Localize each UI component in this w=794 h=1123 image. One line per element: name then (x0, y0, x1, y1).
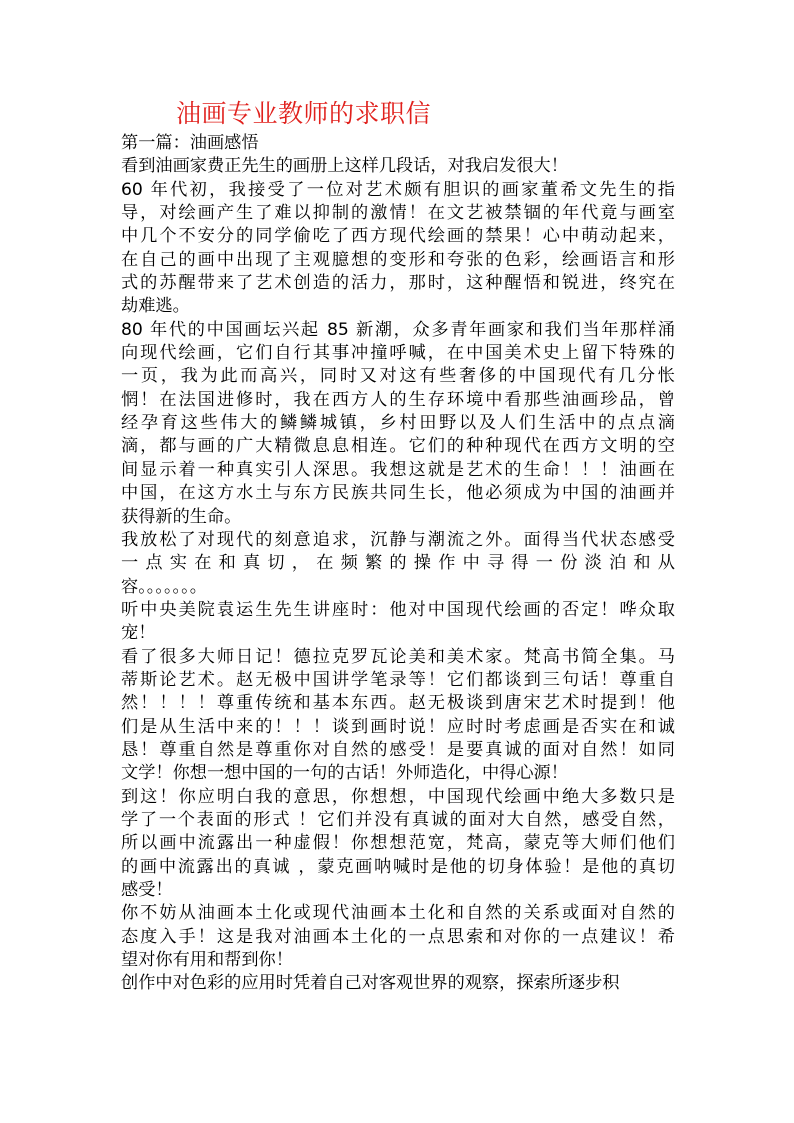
paragraph-line: 们是从生活中来的！！！谈到画时说！应时时考虑画是否实在和诚 (121, 716, 675, 737)
document-title: 油画专业教师的求职信 (176, 99, 432, 128)
paragraph-line: 我放松了对现代的刻意追求，沉静与潮流之外。面得当代状态感受 (121, 529, 675, 550)
paragraph-line: 看到油画家费正先生的画册上这样几段话，对我启发很大！ (121, 156, 568, 177)
paragraph-line: 经孕育这些伟大的鳞鳞城镇，乡村田野以及人们生活中的点点滴 (121, 413, 675, 434)
paragraph-line: 惘！在法国进修时，我在西方人的生存环境中看那些油画珍品，曾 (121, 389, 675, 410)
paragraph-line: 学了一个表面的形式 ！它们并没有真诚的面对大自然，感受自然， (121, 809, 675, 830)
paragraph-line: 你不妨从油画本土化或现代油画本土化和自然的关系或面对自然的 (121, 903, 675, 924)
paragraph-line: 态度入手！这是我对油画本土化的一点思索和对你的一点建议！希 (121, 926, 675, 947)
paragraph-line: 望对你有用和帮到你！ (121, 950, 293, 971)
paragraph-line: 看了很多大师日记！德拉克罗瓦论美和美术家。梵高书简全集。马 (121, 646, 675, 667)
paragraph-line: 劫难逃。 (121, 296, 190, 317)
paragraph (121, 155, 675, 178)
paragraph-line: 80 年代的中国画坛兴起 85 新潮，众多青年画家和我们当年那样涌 (121, 319, 675, 340)
paragraph (121, 179, 675, 319)
paragraph-line: 然！！！！尊重传统和基本东西。赵无极谈到唐宋艺术时提到！他 (121, 693, 675, 714)
paragraph-line: 容。。。。。。。 (121, 576, 207, 597)
paragraph-line: 滴，都与画的广大精微息息相连。它们的种种现代在西方文明的空 (121, 436, 675, 457)
paragraph-line: 感受！ (121, 880, 173, 900)
paragraph-line: 导，对绘画产生了难以抑制的激情！在文艺被禁锢的年代竟与画室 (121, 203, 675, 224)
paragraph-line: 60 年代初，我接受了一位对艺术颇有胆识的画家董希文先生的指 (121, 179, 675, 200)
paragraph (121, 529, 675, 599)
paragraph-line: 的画中流露出的真诚 ，蒙克画呐喊时是他的切身体验！是他的真切 (121, 856, 675, 877)
paragraph-line: 间显示着一种真实引人深思。我想这就是艺术的生命！！！油画在 (121, 459, 675, 480)
paragraph-line: 一点实在和真切，在频繁的操作中寻得一份淡泊和从 (121, 553, 675, 574)
paragraph-line: 向现代绘画，它们自行其事冲撞呼喊，在中国美术史上留下特殊的 (121, 343, 675, 364)
paragraph-line: 到这！你应明白我的意思，你想想，中国现代绘画中绝大多数只是 (121, 786, 675, 807)
paragraph-line: 宠！ (121, 623, 156, 644)
paragraph-line: 蒂斯论艺术。赵无极中国讲学笔录等！它们都谈到三句话！尊重自 (121, 669, 675, 690)
paragraph-line: 中几个不安分的同学偷吃了西方现代绘画的禁果！心中萌动起来， (121, 226, 675, 247)
paragraph-line: 所以画中流露出一种虚假！你想想范宽，梵高，蒙克等大师们他们 (121, 833, 675, 854)
paragraph (121, 902, 675, 972)
paragraph-line: 文学！你想一想中国的一句的古话！外师造化，中得心源！ (121, 763, 568, 784)
paragraph-line: 听中央美院袁运生先生讲座时：他对中国现代绘画的否定！哗众取 (121, 599, 675, 620)
paragraph (121, 599, 675, 646)
paragraph-line: 在自己的画中出现了主观臆想的变形和夸张的色彩，绘画语言和形 (121, 249, 675, 270)
paragraph (121, 786, 675, 903)
paragraph-line: 获得新的生命。 (121, 506, 242, 527)
paragraph (121, 972, 675, 995)
paragraph-line: 式的苏醒带来了艺术创造的活力，那时，这种醒悟和锐进，终究在 (121, 273, 675, 294)
paragraph-line: 恳！尊重自然是尊重你对自然的感受！是要真诚的面对自然！如同 (121, 739, 675, 760)
paragraph (121, 646, 675, 786)
section-heading: 第一篇：油画感悟 (121, 133, 259, 153)
paragraph-line: 创作中对色彩的应用时凭着自己对客观世界的观察，探索所逐步积 (121, 973, 620, 994)
paragraph-line: 中国，在这方水土与东方民族共同生长，他必须成为中国的油画并 (121, 483, 675, 504)
paragraph-line: 一页，我为此而高兴，同时又对这有些奢侈的中国现代有几分怅 (121, 366, 675, 387)
paragraph (121, 319, 675, 529)
document-body (121, 132, 675, 996)
